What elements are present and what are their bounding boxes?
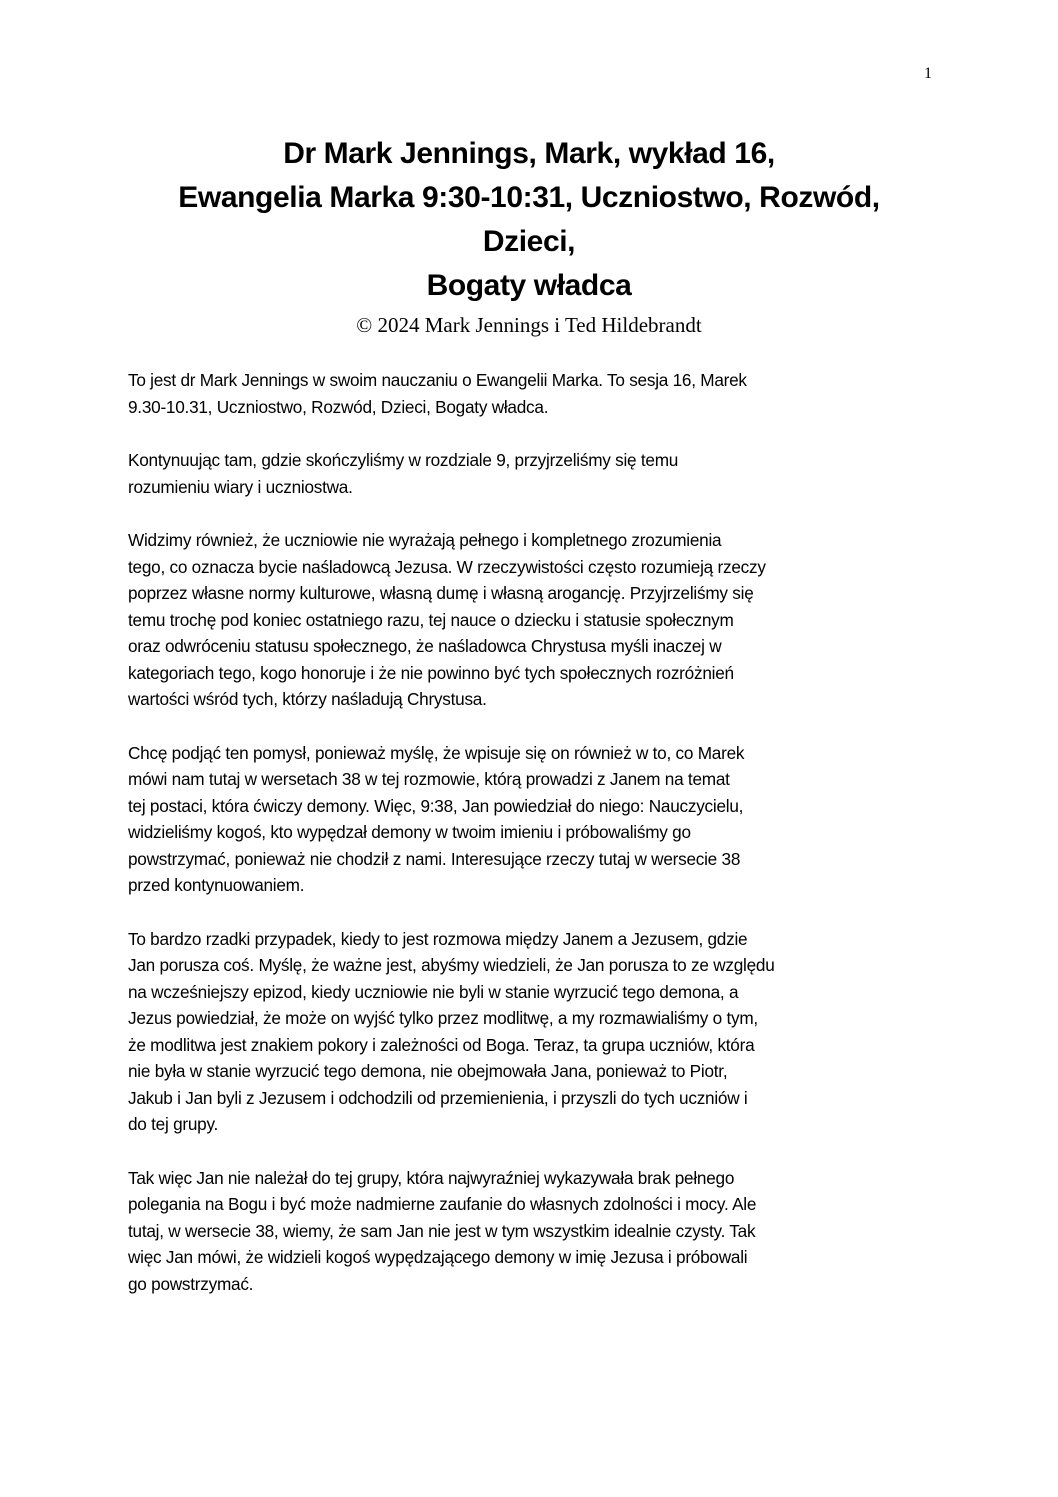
title-line: Dzieci, <box>482 225 576 258</box>
title-line: Bogaty władca <box>426 269 632 302</box>
text-line: tej postaci, która ćwiczy demony. Więc, 9:38, Jan powiedział do niego: Nauczycielu, <box>128 795 744 816</box>
text-line: Jakub i Jan byli z Jezusem i odchodzili od przemienienia, i przyszli do tych uczniów i <box>128 1087 748 1108</box>
text-line: do tej grupy. <box>128 1114 219 1134</box>
paragraph-rare-conversation <box>128 926 948 1138</box>
paragraph-continuation <box>128 447 948 500</box>
text-line: mówi nam tutaj w wersetach 38 w tej rozmowie, którą prowadzi z Janem na temat <box>128 769 730 789</box>
page-number: 1 <box>924 65 932 82</box>
paragraph-disciples-understanding <box>128 527 948 713</box>
text-line: tutaj, w wersecie 38, wiemy, że sam Jan nie jest w tym wszystkim idealnie czysty. Tak <box>128 1220 756 1241</box>
text-line: Jan porusza coś. Myślę, że ważne jest, abyśmy wiedzieli, że Jan porusza to ze względu <box>128 955 775 975</box>
text-line: że modlitwa jest znakiem pokory i zależności od Boga. Teraz, ta grupa uczniów, która <box>128 1034 755 1055</box>
document-body <box>128 367 948 1324</box>
document-title <box>0 132 1058 308</box>
text-line: 9.30-10.31, Uczniostwo, Rozwód, Dzieci, Bogaty władca. <box>128 396 549 417</box>
text-line: rozumieniu wiary i uczniostwa. <box>128 476 353 497</box>
text-line: oraz odwróceniu statusu społecznego, że naśladowca Chrystusa myśli inaczej w <box>128 636 722 656</box>
text-line: tego, co oznacza bycie naśladowcą Jezusa. W rzeczywistości często rozumieją rzeczy <box>128 556 766 577</box>
text-line: widzieliśmy kogoś, kto wypędzał demony w twoim imieniu i próbowaliśmy go <box>128 822 691 842</box>
text-line: poprzez własne normy kulturowe, własną dumę i własną arogancję. Przyjrzeliśmy się <box>128 583 754 603</box>
text-line: To jest dr Mark Jennings w swoim nauczaniu o Ewangelii Marka. To sesja 16, Marek <box>128 370 747 390</box>
text-line: Widzimy również, że uczniowie nie wyrażają pełnego i kompletnego zrozumienia <box>128 530 722 550</box>
text-line: Tak więc Jan nie należał do tej grupy, która najwyraźniej wykazywała brak pełnego <box>128 1167 735 1188</box>
paragraph-verse-38 <box>128 740 948 899</box>
text-line: powstrzymać, ponieważ nie chodził z nami. Interesujące rzeczy tutaj w wersecie 38 <box>128 848 741 869</box>
title-line: Ewangelia Marka 9:30-10:31, Uczniostwo, Rozwód, <box>178 181 880 214</box>
text-line: temu trochę pod koniec ostatniego razu, tej nauce o dziecku i statusie społecznym <box>128 609 734 630</box>
text-line: na wcześniejszy epizod, kiedy uczniowie nie byli w stanie wyrzucić tego demona, a <box>128 981 739 1002</box>
text-line: To bardzo rzadki przypadek, kiedy to jest rozmowa między Janem a Jezusem, gdzie <box>128 928 748 949</box>
text-line: Chcę podjąć ten pomysł, ponieważ myślę, że wpisuje się on również w to, co Marek <box>128 742 745 763</box>
text-line: kategoriach tego, kogo honoruje i że nie powinno być tych społecznych rozróżnień <box>128 662 734 683</box>
text-line: go powstrzymać. <box>128 1273 254 1294</box>
text-line: Kontynuując tam, gdzie skończyliśmy w rozdziale 9, przyjrzeliśmy się temu <box>128 450 679 470</box>
text-line: więc Jan mówi, że widzieli kogoś wypędzającego demony w imię Jezusa i próbowali <box>128 1247 748 1267</box>
text-line: przed kontynuowaniem. <box>128 875 305 895</box>
text-line: Jezus powiedział, że może on wyjść tylko przez modlitwę, a my rozmawialiśmy o tym, <box>128 1008 758 1028</box>
paragraph-intro <box>128 367 948 420</box>
text-line: wartości wśród tych, którzy naśladują Chrystusa. <box>128 689 487 709</box>
text-line: polegania na Bogu i być może nadmierne zaufanie do własnych zdolności i mocy. Ale <box>128 1194 757 1214</box>
title-line: Dr Mark Jennings, Mark, wykład 16, <box>283 137 775 170</box>
text-line: nie była w stanie wyrzucić tego demona, nie obejmowała Jana, ponieważ to Piotr, <box>128 1061 728 1081</box>
paragraph-john-not-in-group <box>128 1165 948 1298</box>
copyright-notice: © 2024 Mark Jennings i Ted Hildebrandt <box>356 313 702 337</box>
